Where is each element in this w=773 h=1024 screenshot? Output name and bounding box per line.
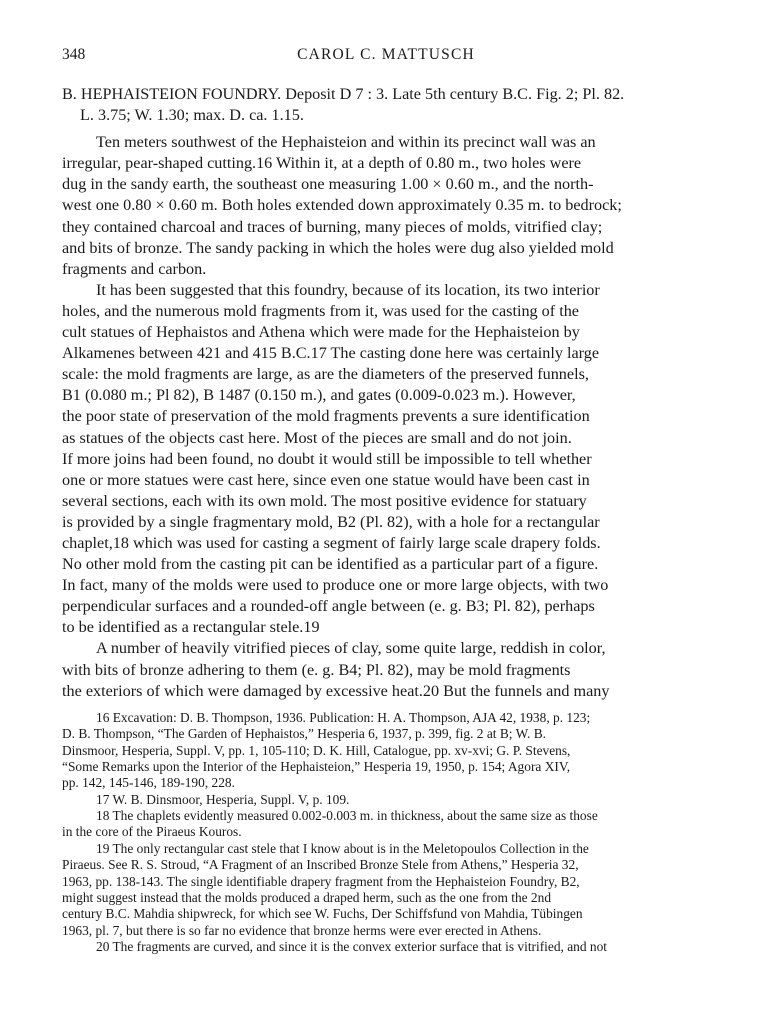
heading-line: L. 3.75; W. 1.30; max. D. ca. 1.15. (80, 106, 304, 125)
footnote-line: in the core of the Piraeus Kouros. (62, 824, 242, 840)
body-line: chaplet,18 which was used for casting a segment of fairly large scale drapery folds. (62, 533, 601, 552)
body-line: Ten meters southwest of the Hephaisteion and within its precinct wall was an (96, 133, 596, 152)
footnote-line: 1963, pp. 138-143. The single identifiable drapery fragment from the Hephaisteion Foundry, B2, (62, 873, 580, 889)
footnote-line: 20 The fragments are curved, and since it is the convex exterior surface that is vitrified, and not (96, 939, 608, 955)
body-line: It has been suggested that this foundry, because of its location, its two interior (96, 280, 600, 299)
body-line: In fact, many of the molds were used to produce one or more large objects, with two (62, 576, 609, 595)
footnote-line: D. B. Thompson, “The Garden of Hephaistos,” Hesperia 6, 1937, p. 399, fig. 2 at B; W. B. (62, 726, 546, 742)
body-line: B1 (0.080 m.; Pl 82), B 1487 (0.150 m.), and gates (0.009-0.023 m.). However, (62, 386, 576, 405)
body-line: scale: the mold fragments are large, as are the diameters of the preserved funnels, (62, 365, 589, 384)
body-line: If more joins had been found, no doubt it would still be impossible to tell whether (62, 449, 592, 468)
footnote-line: 18 The chaplets evidently measured 0.002-0.003 m. in thickness, about the same size as those (96, 808, 598, 824)
body-line: A number of heavily vitrified pieces of clay, some quite large, reddish in color, (96, 639, 606, 658)
body-line: and bits of bronze. The sandy packing in which the holes were dug also yielded mold (62, 238, 614, 257)
footnote-line: 17 W. B. Dinsmoor, Hesperia, Suppl. V, p. 109. (96, 791, 350, 807)
body-line: Alkamenes between 421 and 415 B.C.17 The casting done here was certainly large (62, 344, 600, 363)
body-line: the poor state of preservation of the mold fragments prevents a sure identification (62, 407, 590, 426)
heading-line: B. HEPHAISTEION FOUNDRY. Deposit D 7 : 3. Late 5th century B.C. Fig. 2; Pl. 82. (62, 85, 625, 103)
page (62, 46, 710, 956)
body-line: to be identified as a rectangular stele.19 (62, 618, 320, 637)
footnote-line: “Some Remarks upon the Interior of the Hephaisteion,” Hesperia 19, 1950, p. 154; Agora XIV, (62, 758, 571, 774)
footnote-line: 19 The only rectangular cast stele that I know about is in the Meletopoulos Collection in the (96, 840, 589, 856)
body-line: fragments and carbon. (62, 259, 207, 278)
page-number: 348 (62, 46, 86, 63)
body-line: is provided by a single fragmentary mold, B2 (Pl. 82), with a hole for a rectangular (62, 512, 600, 531)
body-line: cult statues of Hephaistos and Athena which were made for the Hephaisteion by (62, 323, 580, 342)
body-line: several sections, each with its own mold. The most positive evidence for statuary (62, 491, 587, 510)
text-block (62, 84, 710, 956)
footnote-line: pp. 142, 145-146, 189-190, 228. (62, 775, 235, 791)
body-line: one or more statues were cast here, since even one statue would have been cast in (62, 470, 590, 489)
footnote-line: might suggest instead that the molds produced a draped herm, such as the one from the 2nd (62, 890, 552, 906)
body-line: west one 0.80 × 0.60 m. Both holes extended down approximately 0.35 m. to bedrock; (62, 196, 622, 215)
body-line: dug in the sandy earth, the southeast one measuring 1.00 × 0.60 m., and the north- (62, 175, 594, 194)
body-line: they contained charcoal and traces of burning, many pieces of molds, vitrified clay; (62, 217, 603, 236)
body-line: holes, and the numerous mold fragments from it, was used for the casting of the (62, 301, 579, 320)
body-line: as statues of the objects cast here. Most of the pieces are small and do not join. (62, 428, 572, 447)
footnote-line: Piraeus. See R. S. Stroud, “A Fragment of an Inscribed Bronze Stele from Athens,” Hesperia 32, (62, 857, 579, 873)
running-title: CAROL C. MATTUSCH (297, 46, 475, 63)
footnote-line: Dinsmoor, Hesperia, Suppl. V, pp. 1, 105-110; D. K. Hill, Catalogue, pp. xv-xvi; G. P. Stevens, (62, 742, 571, 758)
body-line: perpendicular surfaces and a rounded-off angle between (e. g. B3; Pl. 82), perhaps (62, 597, 595, 616)
body-line: the exteriors of which were damaged by excessive heat.20 But the funnels and many (62, 681, 610, 700)
body-line: irregular, pear-shaped cutting.16 Within it, at a depth of 0.80 m., two holes were (62, 154, 582, 173)
body-line: with bits of bronze adhering to them (e. g. B4; Pl. 82), may be mold fragments (62, 660, 571, 679)
body-line: No other mold from the casting pit can be identified as a particular part of a figure. (62, 555, 599, 574)
footnote-line: 1963, pl. 7, but there is so far no evidence that bronze herms were ever erected in Athens. (62, 922, 542, 938)
running-header (62, 46, 710, 70)
footnote-line: century B.C. Mahdia shipwreck, for which see W. Fuchs, Der Schiffsfund von Mahdia, Tübingen (62, 906, 583, 922)
footnote-line: 16 Excavation: D. B. Thompson, 1936. Publication: H. A. Thompson, AJA 42, 1938, p. 123; (96, 709, 591, 725)
